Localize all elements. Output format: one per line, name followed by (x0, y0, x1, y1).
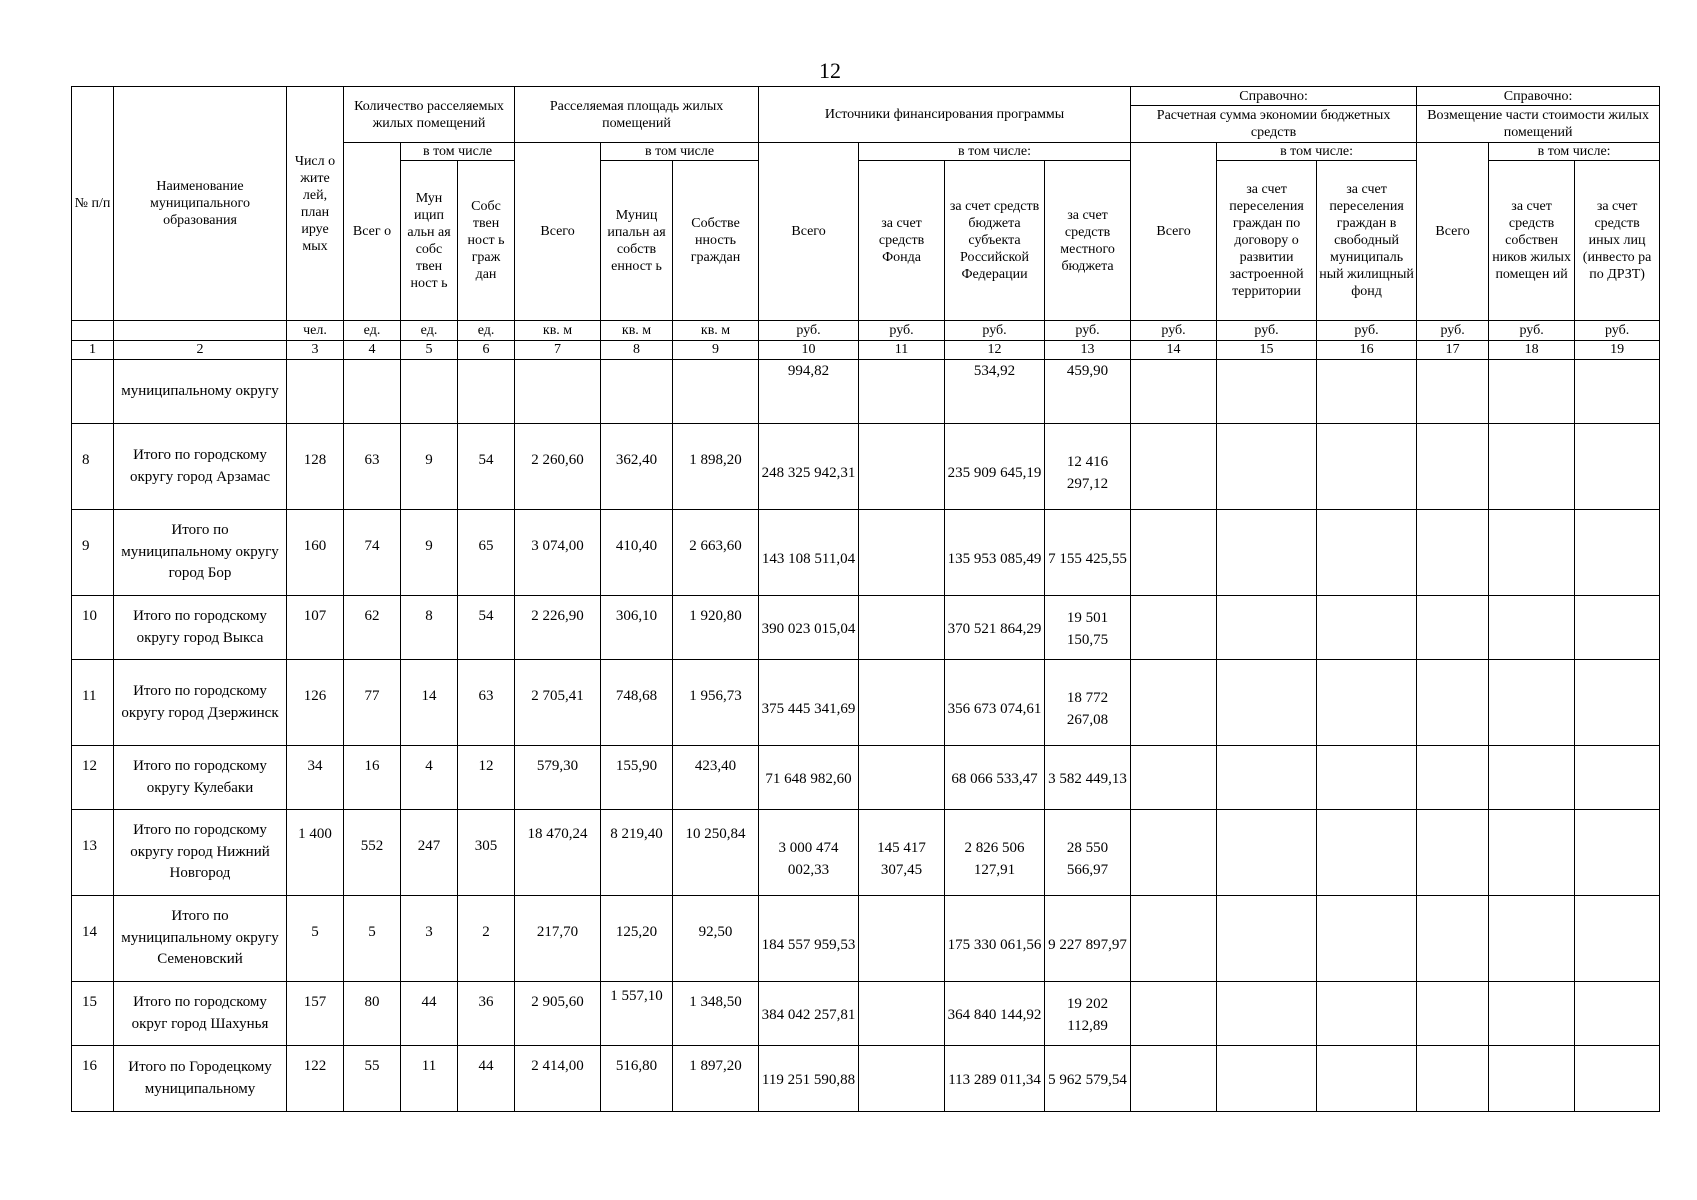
row-comp-other (1575, 746, 1660, 810)
row-name: Итого по городскому округу город Арзамас (114, 424, 287, 510)
row-econ-total (1131, 1046, 1217, 1112)
row-comp-other (1575, 596, 1660, 660)
row-area-total: 579,30 (515, 746, 601, 810)
row-area-mun: 306,10 (601, 596, 673, 660)
row-fin-local: 18 772 267,08 (1045, 660, 1131, 746)
row-comp-total (1417, 360, 1489, 424)
unit-cell (72, 321, 114, 341)
row-no: 8 (72, 424, 114, 510)
row-fin-fund (859, 596, 945, 660)
row-qty-mun: 44 (401, 982, 458, 1046)
index-cell: 5 (401, 341, 458, 360)
row-no: 11 (72, 660, 114, 746)
table-row (72, 596, 1660, 660)
row-area-mun: 8 219,40 (601, 810, 673, 896)
row-econ-free (1317, 596, 1417, 660)
row-fin-fund (859, 896, 945, 982)
row-qty-mun: 247 (401, 810, 458, 896)
row-qty-mun: 8 (401, 596, 458, 660)
table-row (72, 896, 1660, 982)
row-area-total: 2 705,41 (515, 660, 601, 746)
row-no: 15 (72, 982, 114, 1046)
row-econ-free (1317, 360, 1417, 424)
row-comp-owners (1489, 1046, 1575, 1112)
row-fin-total: 143 108 511,04 (759, 510, 859, 596)
header-qty-total: Всег о (344, 143, 401, 321)
header-comp-owners: за счет средств собствен ников жилых помещен ий (1489, 161, 1575, 321)
index-cell: 3 (287, 341, 344, 360)
table-row (72, 660, 1660, 746)
row-residents: 34 (287, 746, 344, 810)
row-econ-dev (1217, 982, 1317, 1046)
row-qty-total: 16 (344, 746, 401, 810)
row-fin-fund (859, 982, 945, 1046)
row-area-own: 1 897,20 (673, 1046, 759, 1112)
page-number: 12 (819, 58, 841, 83)
row-econ-dev (1217, 424, 1317, 510)
row-econ-dev (1217, 510, 1317, 596)
row-name: Итого по городскому округу город Выкса (114, 596, 287, 660)
row-econ-total (1131, 810, 1217, 896)
row-qty-total: 62 (344, 596, 401, 660)
index-cell: 17 (1417, 341, 1489, 360)
row-comp-total (1417, 424, 1489, 510)
row-comp-total (1417, 596, 1489, 660)
row-econ-dev (1217, 896, 1317, 982)
row-area-total: 18 470,24 (515, 810, 601, 896)
row-fin-subject: 364 840 144,92 (945, 982, 1045, 1046)
row-comp-owners (1489, 660, 1575, 746)
row-comp-owners (1489, 810, 1575, 896)
row-fin-total: 375 445 341,69 (759, 660, 859, 746)
row-qty-total: 5 (344, 896, 401, 982)
row-fin-subject: 534,92 (945, 360, 1045, 424)
index-cell: 6 (458, 341, 515, 360)
row-area-total: 2 905,60 (515, 982, 601, 1046)
unit-cell: руб. (859, 321, 945, 341)
row-econ-total (1131, 510, 1217, 596)
unit-cell: кв. м (673, 321, 759, 341)
row-fin-fund (859, 510, 945, 596)
row-qty-own: 2 (458, 896, 515, 982)
row-no: 13 (72, 810, 114, 896)
row-fin-subject: 235 909 645,19 (945, 424, 1045, 510)
row-econ-free (1317, 424, 1417, 510)
header-comp-incl: в том числе: (1489, 143, 1660, 161)
row-econ-total (1131, 746, 1217, 810)
header-qty-own: Собс твен ност ь граж дан (458, 161, 515, 321)
row-area-total (515, 360, 601, 424)
row-name: Итого по городскому округу Кулебаки (114, 746, 287, 810)
row-fin-local: 3 582 449,13 (1045, 746, 1131, 810)
row-econ-total (1131, 660, 1217, 746)
row-fin-subject: 370 521 864,29 (945, 596, 1045, 660)
header-name: Наименование муниципального образования (114, 87, 287, 321)
row-qty-own: 36 (458, 982, 515, 1046)
row-fin-fund (859, 424, 945, 510)
row-area-own (673, 360, 759, 424)
header-area-incl: в том числе (601, 143, 759, 161)
row-name: Итого по муниципальному округу город Бор (114, 510, 287, 596)
header-econ-dev: за счет переселения граждан по договору о развитии застроенной территории (1217, 161, 1317, 321)
row-residents: 160 (287, 510, 344, 596)
row-comp-other (1575, 660, 1660, 746)
row-qty-mun: 3 (401, 896, 458, 982)
row-comp-total (1417, 896, 1489, 982)
row-fin-total: 248 325 942,31 (759, 424, 859, 510)
row-name: Итого по городскому округ город Шахунья (114, 982, 287, 1046)
unit-cell: ед. (344, 321, 401, 341)
row-comp-total (1417, 510, 1489, 596)
row-qty-total: 55 (344, 1046, 401, 1112)
row-qty-own: 54 (458, 596, 515, 660)
row-no: 9 (72, 510, 114, 596)
row-area-total: 2 414,00 (515, 1046, 601, 1112)
unit-cell: руб. (1417, 321, 1489, 341)
header-econ-group: Расчетная сумма экономии бюджетных средств (1131, 106, 1417, 143)
row-econ-free (1317, 660, 1417, 746)
row-area-mun: 362,40 (601, 424, 673, 510)
row-econ-free (1317, 510, 1417, 596)
header-area-mun: Муниц ипальн ая собств енност ь (601, 161, 673, 321)
row-econ-total (1131, 596, 1217, 660)
index-cell: 9 (673, 341, 759, 360)
index-cell: 10 (759, 341, 859, 360)
unit-cell: ед. (458, 321, 515, 341)
row-comp-owners (1489, 596, 1575, 660)
row-area-own: 92,50 (673, 896, 759, 982)
index-cell: 8 (601, 341, 673, 360)
header-fin-fund: за счет средств Фонда (859, 161, 945, 321)
index-cell: 19 (1575, 341, 1660, 360)
table-row (72, 510, 1660, 596)
header-area-total: Всего (515, 143, 601, 321)
row-fin-local: 19 202 112,89 (1045, 982, 1131, 1046)
unit-cell: руб. (1317, 321, 1417, 341)
row-comp-other (1575, 510, 1660, 596)
row-name: Итого по городскому округу город Дзержинск (114, 660, 287, 746)
row-comp-total (1417, 982, 1489, 1046)
row-comp-total (1417, 660, 1489, 746)
row-qty-total (344, 360, 401, 424)
row-fin-subject: 68 066 533,47 (945, 746, 1045, 810)
header-fin-group: Источники финансирования программы (759, 87, 1131, 143)
row-name: Итого по городскому округу город Нижний Новгород (114, 810, 287, 896)
header-area-own: Собстве нность граждан (673, 161, 759, 321)
row-fin-total: 71 648 982,60 (759, 746, 859, 810)
row-comp-owners (1489, 424, 1575, 510)
row-comp-owners (1489, 746, 1575, 810)
row-qty-total: 77 (344, 660, 401, 746)
row-residents: 1 400 (287, 810, 344, 896)
row-qty-total: 74 (344, 510, 401, 596)
row-fin-total: 119 251 590,88 (759, 1046, 859, 1112)
index-cell: 11 (859, 341, 945, 360)
row-econ-dev (1217, 360, 1317, 424)
index-cell: 7 (515, 341, 601, 360)
row-econ-free (1317, 1046, 1417, 1112)
row-fin-fund (859, 360, 945, 424)
row-econ-free (1317, 746, 1417, 810)
row-econ-free (1317, 982, 1417, 1046)
row-qty-mun: 14 (401, 660, 458, 746)
table-row (72, 424, 1660, 510)
row-area-mun (601, 360, 673, 424)
row-qty-total: 80 (344, 982, 401, 1046)
row-fin-local: 5 962 579,54 (1045, 1046, 1131, 1112)
row-residents: 122 (287, 1046, 344, 1112)
row-fin-total: 384 042 257,81 (759, 982, 859, 1046)
row-no: 16 (72, 1046, 114, 1112)
row-area-mun: 410,40 (601, 510, 673, 596)
header-residents: Числ о жите лей, план ируе мых (287, 87, 344, 321)
row-qty-own: 305 (458, 810, 515, 896)
unit-cell: руб. (1575, 321, 1660, 341)
row-fin-total: 994,82 (759, 360, 859, 424)
row-fin-total: 390 023 015,04 (759, 596, 859, 660)
header-econ-incl: в том числе: (1217, 143, 1417, 161)
row-qty-mun: 9 (401, 424, 458, 510)
row-qty-total: 63 (344, 424, 401, 510)
header-comp-group: Возмещение части стоимости жилых помещений (1417, 106, 1660, 143)
row-no (72, 360, 114, 424)
unit-cell: руб. (1489, 321, 1575, 341)
row-comp-other (1575, 1046, 1660, 1112)
row-residents: 107 (287, 596, 344, 660)
index-cell: 15 (1217, 341, 1317, 360)
row-comp-total (1417, 1046, 1489, 1112)
row-fin-local: 459,90 (1045, 360, 1131, 424)
row-econ-free (1317, 810, 1417, 896)
index-cell: 1 (72, 341, 114, 360)
header-fin-subject: за счет средств бюджета субъекта Российской Федерации (945, 161, 1045, 321)
header-fin-total: Всего (759, 143, 859, 321)
row-fin-fund (859, 1046, 945, 1112)
index-cell: 16 (1317, 341, 1417, 360)
row-fin-subject: 356 673 074,61 (945, 660, 1045, 746)
row-fin-local: 7 155 425,55 (1045, 510, 1131, 596)
row-econ-free (1317, 896, 1417, 982)
unit-cell: кв. м (515, 321, 601, 341)
header-comp-other: за счет средств иных лиц (инвесто ра по ДРЗТ) (1575, 161, 1660, 321)
units-row (72, 321, 1660, 341)
row-comp-other (1575, 424, 1660, 510)
header-comp-total: Всего (1417, 143, 1489, 321)
row-area-total: 2 260,60 (515, 424, 601, 510)
row-econ-total (1131, 982, 1217, 1046)
index-cell: 4 (344, 341, 401, 360)
row-econ-total (1131, 424, 1217, 510)
column-index-row (72, 341, 1660, 360)
row-comp-owners (1489, 982, 1575, 1046)
index-cell: 18 (1489, 341, 1575, 360)
row-area-mun: 125,20 (601, 896, 673, 982)
row-econ-total (1131, 896, 1217, 982)
index-cell: 2 (114, 341, 287, 360)
row-area-mun: 1 557,10 (601, 982, 673, 1046)
row-comp-owners (1489, 360, 1575, 424)
row-fin-subject: 113 289 011,34 (945, 1046, 1045, 1112)
table-row (72, 982, 1660, 1046)
row-residents: 157 (287, 982, 344, 1046)
header-qty-mun: Мун ицип альн ая собс твен ност ь (401, 161, 458, 321)
header-area-group: Расселяемая площадь жилых помещений (515, 87, 759, 143)
row-econ-total (1131, 360, 1217, 424)
row-qty-mun: 9 (401, 510, 458, 596)
row-qty-mun (401, 360, 458, 424)
header-econ-ref: Справочно: (1131, 87, 1417, 106)
row-area-total: 217,70 (515, 896, 601, 982)
row-qty-own: 12 (458, 746, 515, 810)
row-comp-other (1575, 360, 1660, 424)
row-area-own: 1 956,73 (673, 660, 759, 746)
row-residents: 5 (287, 896, 344, 982)
row-qty-own: 44 (458, 1046, 515, 1112)
row-fin-subject: 135 953 085,49 (945, 510, 1045, 596)
table-row (72, 1046, 1660, 1112)
unit-cell: ед. (401, 321, 458, 341)
row-area-own: 1 898,20 (673, 424, 759, 510)
row-qty-total: 552 (344, 810, 401, 896)
row-econ-dev (1217, 1046, 1317, 1112)
index-cell: 13 (1045, 341, 1131, 360)
row-area-mun: 155,90 (601, 746, 673, 810)
row-qty-own (458, 360, 515, 424)
row-qty-own: 65 (458, 510, 515, 596)
header-comp-ref: Справочно: (1417, 87, 1660, 106)
row-comp-other (1575, 896, 1660, 982)
row-area-own: 10 250,84 (673, 810, 759, 896)
row-fin-subject: 2 826 506 127,91 (945, 810, 1045, 896)
row-econ-dev (1217, 660, 1317, 746)
row-residents: 128 (287, 424, 344, 510)
header-fin-local: за счет средств местного бюджета (1045, 161, 1131, 321)
row-fin-fund (859, 746, 945, 810)
row-fin-local: 9 227 897,97 (1045, 896, 1131, 982)
row-comp-other (1575, 810, 1660, 896)
row-residents (287, 360, 344, 424)
table-row (72, 746, 1660, 810)
row-econ-dev (1217, 596, 1317, 660)
row-area-total: 3 074,00 (515, 510, 601, 596)
row-area-own: 1 348,50 (673, 982, 759, 1046)
index-cell: 12 (945, 341, 1045, 360)
table-row (72, 810, 1660, 896)
row-fin-total: 184 557 959,53 (759, 896, 859, 982)
index-cell: 14 (1131, 341, 1217, 360)
header-no: № п/п (72, 87, 114, 321)
row-fin-local: 28 550 566,97 (1045, 810, 1131, 896)
row-fin-subject: 175 330 061,56 (945, 896, 1045, 982)
row-fin-total: 3 000 474 002,33 (759, 810, 859, 896)
unit-cell (114, 321, 287, 341)
row-comp-other (1575, 982, 1660, 1046)
header-econ-total: Всего (1131, 143, 1217, 321)
unit-cell: руб. (1131, 321, 1217, 341)
row-qty-mun: 11 (401, 1046, 458, 1112)
header-fin-incl: в том числе: (859, 143, 1131, 161)
row-fin-fund (859, 660, 945, 746)
row-no: 12 (72, 746, 114, 810)
unit-cell: руб. (1045, 321, 1131, 341)
header-econ-free: за счет переселения граждан в свободный муниципаль ный жилищный фонд (1317, 161, 1417, 321)
row-residents: 126 (287, 660, 344, 746)
row-no: 14 (72, 896, 114, 982)
unit-cell: руб. (759, 321, 859, 341)
row-area-mun: 516,80 (601, 1046, 673, 1112)
row-comp-owners (1489, 896, 1575, 982)
resettlement-table (71, 86, 1660, 1112)
row-name: Итого по муниципальному округу Семеновский (114, 896, 287, 982)
row-no: 10 (72, 596, 114, 660)
row-fin-local: 19 501 150,75 (1045, 596, 1131, 660)
row-area-total: 2 226,90 (515, 596, 601, 660)
row-econ-dev (1217, 746, 1317, 810)
row-econ-dev (1217, 810, 1317, 896)
row-qty-own: 63 (458, 660, 515, 746)
row-qty-own: 54 (458, 424, 515, 510)
row-area-mun: 748,68 (601, 660, 673, 746)
row-area-own: 2 663,60 (673, 510, 759, 596)
row-area-own: 423,40 (673, 746, 759, 810)
row-comp-total (1417, 810, 1489, 896)
row-fin-local: 12 416 297,12 (1045, 424, 1131, 510)
row-fin-fund: 145 417 307,45 (859, 810, 945, 896)
row-area-own: 1 920,80 (673, 596, 759, 660)
unit-cell: руб. (945, 321, 1045, 341)
continuation-row (72, 360, 1660, 424)
row-qty-mun: 4 (401, 746, 458, 810)
row-name: муниципальному округу (114, 360, 287, 424)
header-qty-group: Количество расселяемых жилых помещений (344, 87, 515, 143)
header-qty-incl: в том числе (401, 143, 515, 161)
row-comp-owners (1489, 510, 1575, 596)
row-name: Итого по Городецкому муниципальному (114, 1046, 287, 1112)
unit-cell: руб. (1217, 321, 1317, 341)
unit-cell: чел. (287, 321, 344, 341)
unit-cell: кв. м (601, 321, 673, 341)
row-comp-total (1417, 746, 1489, 810)
